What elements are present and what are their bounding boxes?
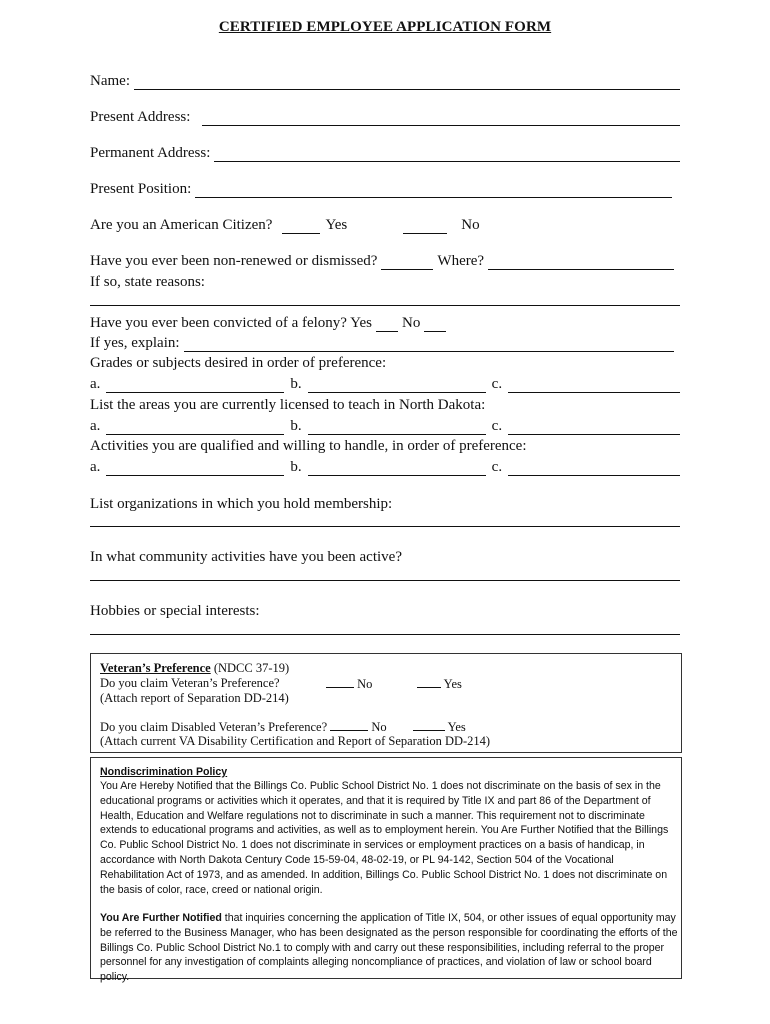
reasons-row: [90, 273, 680, 291]
present-address-label: Present Address:: [90, 109, 191, 125]
activities-b-label: b.: [290, 459, 302, 475]
veteran-claim-yes-group: [417, 676, 462, 692]
community-label: In what community activities have you been active?: [90, 549, 402, 565]
veteran-disabled-no-label: No: [371, 720, 387, 734]
organizations-row: [90, 495, 680, 513]
felony-no-label: No: [401, 315, 421, 331]
veteran-attach1: (Attach report of Separation DD-214): [100, 691, 289, 705]
veteran-attach2: (Attach current VA Disability Certification and Report of Separation DD-214): [100, 734, 491, 748]
activities-a-label: a.: [90, 459, 101, 475]
grades-b-label: b.: [290, 376, 302, 392]
reasons-field[interactable]: [90, 305, 680, 306]
form-title: CERTIFIED EMPLOYEE APPLICATION FORM: [218, 19, 552, 35]
permanent-address-row: [90, 144, 680, 162]
veteran-heading: Veteran’s Preference: [100, 661, 211, 675]
licensed-c-field[interactable]: [508, 420, 680, 435]
felony-no-field[interactable]: [424, 317, 446, 332]
veteran-claim-no-group: [326, 676, 372, 692]
community-field[interactable]: [90, 580, 680, 581]
present-address-field[interactable]: [202, 111, 680, 126]
citizen-yes-label: Yes: [325, 217, 348, 233]
name-field[interactable]: [134, 75, 680, 90]
present-position-field[interactable]: [195, 183, 672, 198]
organizations-field[interactable]: [90, 526, 680, 527]
policy-heading: [100, 765, 678, 780]
licensed-row: [90, 396, 680, 414]
grades-options-row: [90, 375, 680, 393]
licensed-b-label: b.: [290, 418, 302, 434]
activities-options-row: [90, 458, 680, 476]
veteran-claim-no-field[interactable]: [326, 676, 354, 688]
nondiscrimination-policy-box: [90, 757, 682, 984]
where-field[interactable]: [488, 255, 674, 270]
permanent-address-label: Permanent Address:: [90, 145, 211, 161]
activities-c-field[interactable]: [508, 461, 680, 476]
reasons-label: If so, state reasons:: [90, 274, 205, 290]
licensed-a-field[interactable]: [106, 420, 284, 435]
licensed-options-row: [90, 417, 680, 435]
community-row: [90, 548, 680, 566]
licensed-c-label: c.: [491, 418, 503, 434]
policy-paragraph-1: You Are Hereby Notified that the Billings Co. Public School District No. 1 does not discriminate on the basis of sex in the educational programs or activities which it operates, and that it is required by Title IX and part 86 of the Department of Health, Education and Welfare regulations not to discriminate in such a manner. This requirement not to discriminate extends to educational programs and activities, as well as to employment herein. You Are Further Notified that the Billings Co. Public School District No. 1 does not discriminate in services or employment practices on a basis of handicap, in accordance with North Dakota Century Code 15-59-04, 48-02-19, or PL 94-142, Section 504 of the Vocational Rehabilitation Act of 1973, and as amended. In addition, Billings Co. Public School District No. 1 does not discriminate on the basis of color, race, creed or national origin.: [100, 780, 669, 896]
veteran-disabled-yes-label: Yes: [447, 720, 466, 734]
present-position-label: Present Position:: [90, 181, 192, 197]
veteran-disabled-yes-field[interactable]: [413, 719, 445, 731]
hobbies-row: [90, 602, 680, 620]
policy-paragraph-2: [100, 911, 678, 985]
citizen-no-field[interactable]: [403, 219, 447, 234]
activities-row: [90, 437, 680, 455]
grades-b-field[interactable]: [308, 378, 486, 393]
licensed-a-label: a.: [90, 418, 101, 434]
organizations-label: List organizations in which you hold membership:: [90, 496, 393, 512]
grades-c-field[interactable]: [508, 378, 680, 393]
explain-row: [90, 334, 674, 352]
veteran-heading-line: [100, 661, 289, 676]
veteran-claim-label: Do you claim Veteran’s Preference?: [100, 676, 280, 690]
grades-c-label: c.: [491, 376, 503, 392]
dismissed-row: [90, 252, 674, 270]
hobbies-label: Hobbies or special interests:: [90, 603, 260, 619]
grades-row: [90, 354, 680, 372]
activities-label: Activities you are qualified and willing to handle, in order of preference:: [90, 438, 527, 454]
veteran-heading-ref: (NDCC 37-19): [213, 661, 290, 675]
policy-paragraph-2-body: that inquiries concerning the application of Title IX, 504, or other issues of equal opportunity may be referred to the Business Manager, who has been designated as the person responsible for coordinating the efforts of the Billings Co. Public School District No.1 to comply with and carry out these responsibilities, including referral to the proper personnel for any investigation of complaints alleging noncompliance of practices, and violation of law or school board policy.: [100, 912, 678, 984]
explain-field[interactable]: [184, 337, 674, 352]
present-address-row: [90, 108, 680, 126]
licensed-label: List the areas you are currently licensed to teach in North Dakota:: [90, 397, 486, 413]
dismissed-field[interactable]: [381, 255, 433, 270]
citizen-label: Are you an American Citizen?: [90, 217, 273, 233]
veteran-disabled-no-field[interactable]: [330, 719, 368, 731]
activities-a-field[interactable]: [106, 461, 284, 476]
felony-row: [90, 314, 680, 332]
permanent-address-field[interactable]: [214, 147, 680, 162]
present-position-row: [90, 180, 672, 198]
veteran-preference-box: [90, 653, 682, 753]
citizen-row: [90, 216, 680, 234]
felony-yes-field[interactable]: [376, 317, 398, 332]
activities-c-label: c.: [491, 459, 503, 475]
veteran-disabled-label: Do you claim Disabled Veteran’s Preference?: [100, 720, 328, 734]
activities-b-field[interactable]: [308, 461, 486, 476]
veteran-claim-yes-label: Yes: [443, 677, 462, 691]
licensed-b-field[interactable]: [308, 420, 486, 435]
where-label: Where?: [437, 253, 485, 269]
citizen-yes-field[interactable]: [282, 219, 320, 234]
hobbies-field[interactable]: [90, 634, 680, 635]
veteran-disabled-line: [100, 719, 466, 735]
explain-label: If yes, explain:: [90, 335, 180, 351]
grades-label: Grades or subjects desired in order of preference:: [90, 355, 387, 371]
veteran-claim-line: [100, 676, 280, 691]
veteran-claim-no-label: No: [357, 677, 373, 691]
policy-paragraph-2-lead: You Are Further Notified: [100, 912, 222, 924]
policy-heading-text: Nondiscrimination Policy: [100, 766, 228, 778]
felony-label: Have you ever been convicted of a felony? Yes: [90, 315, 372, 331]
name-label: Name:: [90, 73, 130, 89]
grades-a-label: a.: [90, 376, 101, 392]
dismissed-label: Have you ever been non-renewed or dismissed?: [90, 253, 378, 269]
veteran-claim-yes-field[interactable]: [417, 676, 441, 688]
citizen-no-label: No: [461, 217, 480, 233]
grades-a-field[interactable]: [106, 378, 284, 393]
name-row: [90, 72, 680, 90]
